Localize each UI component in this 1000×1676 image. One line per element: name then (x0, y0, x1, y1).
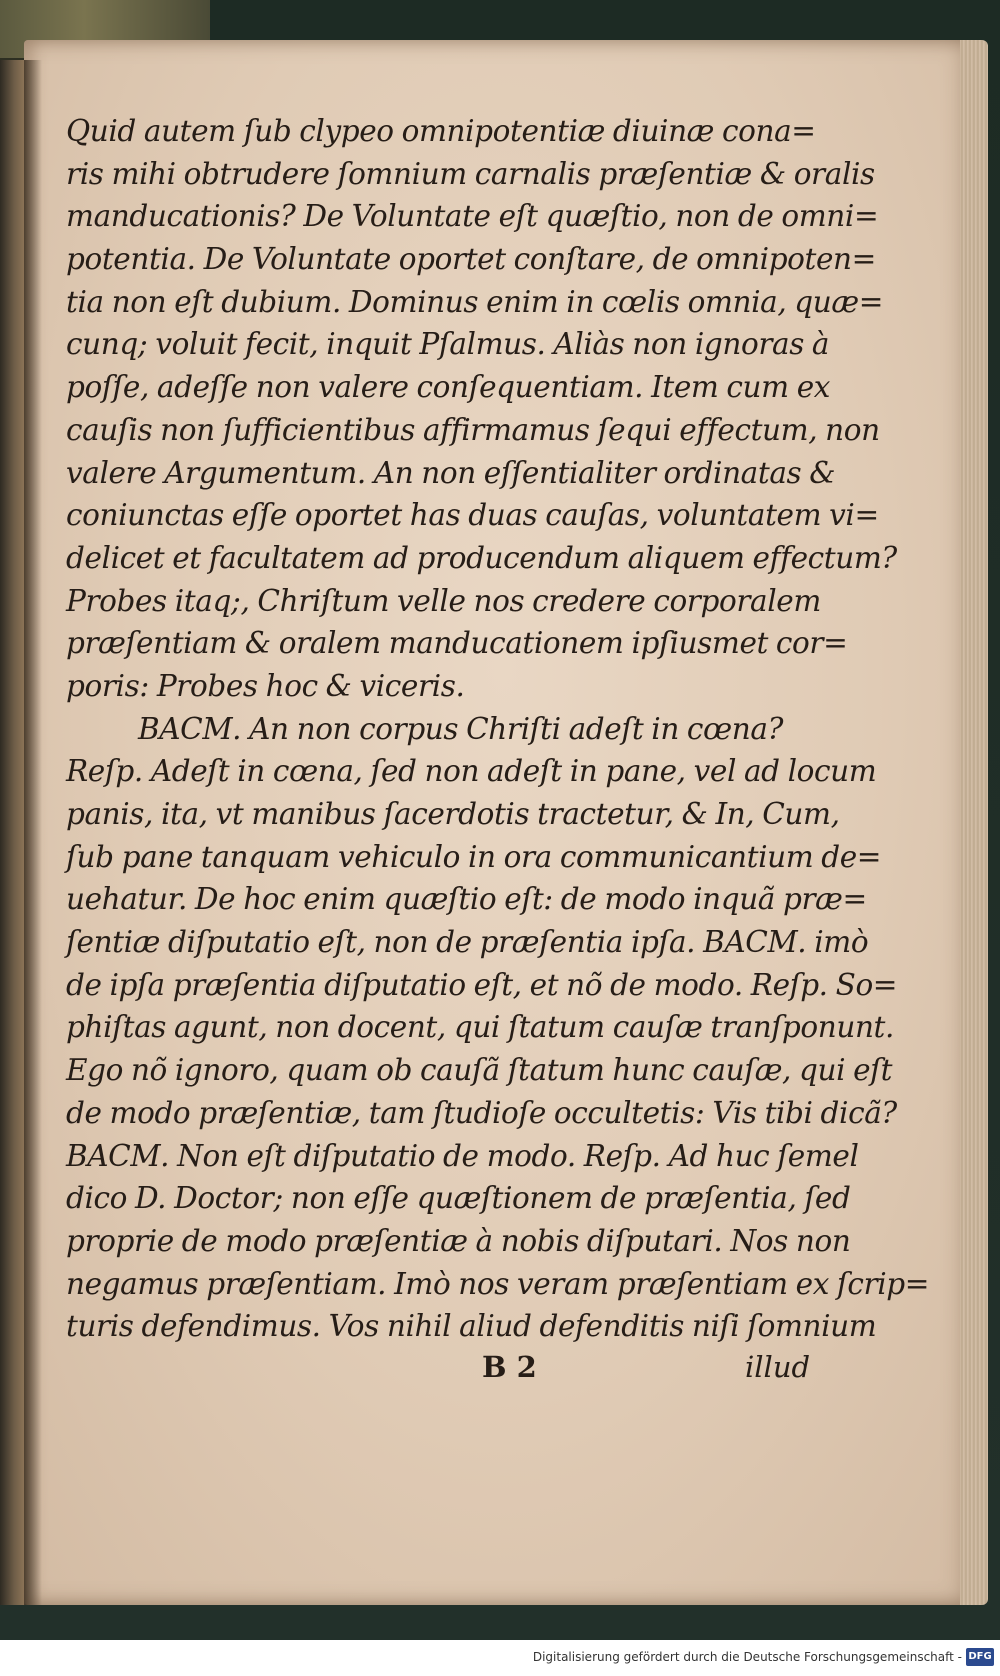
footer-bar (0, 1640, 1000, 1676)
text-line: Quid autem ſub clypeo omnipotentiæ diuinæ cona= (66, 114, 816, 148)
text-line: BACM. Non eſt diſputatio de modo. Reſp. Ad huc ſemel (66, 1138, 859, 1173)
text-line: præſentiam & oralem manducationem ipſiusmet cor= (66, 626, 848, 661)
page-text (66, 110, 930, 1348)
text-line: BACM. An non corpus Chriſti adeſt in cœna? (138, 711, 783, 746)
text-line: ris mihi obtrudere ſomnium carnalis præſentiæ & oralis (66, 156, 875, 191)
page-stack-edges (960, 40, 988, 1605)
text-line: Ego nõ ignoro, quam ob cauſã ſtatum hunc cauſæ, qui eſt (66, 1053, 893, 1088)
text-line: dico D. Doctor; non eſſe quæſtionem de præſentia, ſed (66, 1181, 851, 1216)
text-line: ſub pane tanquam vehiculo in ora communicantium de= (66, 839, 882, 874)
text-line: delicet et facultatem ad producendum aliquem effectum? (66, 540, 897, 575)
signature-mark: B 2 (482, 1350, 537, 1384)
footer-credit: Digitalisierung gefördert durch die Deutsche Forschungsgemeinschaft - (532, 1650, 962, 1664)
text-line: tia non eſt dubium. Dominus enim in cœlis omnia, quæ= (66, 284, 884, 319)
text-line: poſſe, adeſſe non valere conſequentiam. Item cum ex (66, 370, 831, 405)
text-line: poris: Probes hoc & viceris. (66, 668, 465, 703)
text-line: coniunctas eſſe oportet has duas cauſas, voluntatem vi= (66, 498, 879, 533)
text-line: ſentiæ diſputatio eſt, non de præſentia ipſa. BACM. imò (66, 925, 869, 960)
text-line: potentia. De Voluntate oportet conſtare, de omnipoten= (66, 242, 876, 277)
text-line: uehatur. De hoc enim quæſtio eſt: de modo inquã præ= (66, 882, 867, 917)
text-line: cauſis non ſufficientibus affirmamus ſequi effectum, non (66, 412, 880, 447)
text-line: Reſp. Adeſt in cœna, ſed non adeſt in pane, vel ad locum (66, 754, 877, 789)
facing-page-edge (0, 60, 24, 1605)
text-line: turis defendimus. Vos nihil aliud defenditis niſi ſomnium (66, 1309, 877, 1344)
text-line: negamus præſentiam. Imò nos veram præſentiam ex ſcrip= (66, 1266, 930, 1301)
text-line: de modo præſentiæ, tam ſtudioſe occultetis: Vis tibi dicã? (66, 1095, 897, 1130)
dfg-logo-icon: DFG (966, 1648, 994, 1666)
text-line: Probes itaq;, Chriſtum velle nos credere corporalem (66, 583, 821, 618)
text-line: cunq; voluit fecit, inquit Pſalmus. Aliàs non ignoras à (66, 327, 830, 362)
gutter-shadow (24, 60, 42, 1605)
text-line: valere Argumentum. An non eſſentialiter ordinatas & (66, 455, 836, 490)
text-line: de ipſa præſentia diſputatio eſt, et nõ de modo. Reſp. So= (66, 967, 898, 1002)
text-line: manducationis? De Voluntate eſt quæſtio, non de omni= (66, 199, 879, 234)
text-line: panis, ita, vt manibus ſacerdotis tractetur, & In, Cum, (66, 797, 840, 831)
text-line: proprie de modo præſentiæ à nobis diſputari. Nos non (66, 1223, 851, 1258)
text-line: phiſtas agunt, non docent, qui ſtatum cauſæ tranſponunt. (66, 1010, 894, 1045)
catchword: illud (745, 1350, 811, 1384)
